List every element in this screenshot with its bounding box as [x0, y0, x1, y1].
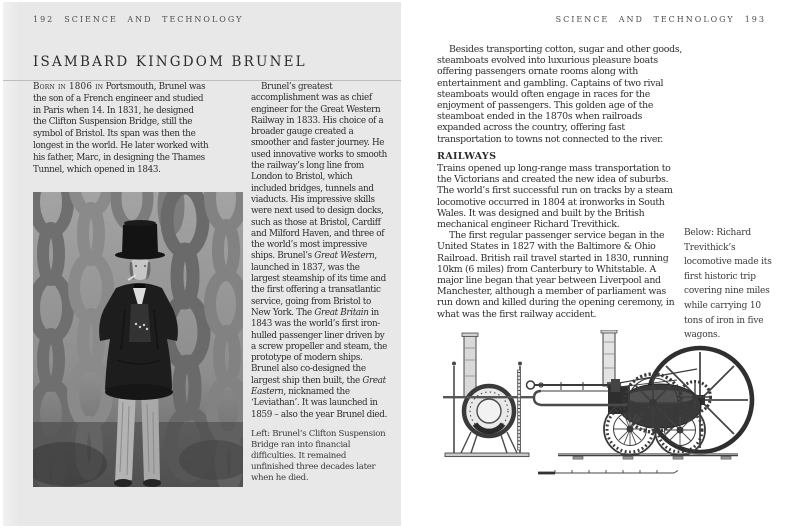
steamboats-paragraph: Besides transporting cotton, sugar and other goods, steamboats evolved into luxurious pleasure boats offering passengers ornate rooms along with entertainment and gambling. Captains of two rival steamboats would often engage in races for the enjoyment of passengers. This golden age of the steamboat ended in the 1870s when railroads expanded across the country, offering fast transportation to towns not connected to the river. [437, 44, 683, 145]
photo-wrap-spacer [203, 192, 251, 489]
left-page [3, 2, 401, 526]
main-paragraph: Brunel’s greatest accomplishment was as chief engineer for the Great Western Railway in 1833. His choice of a broader gauge created a smoother and faster journey. He used innovative works to smooth the railway’s long line from London to Bristol, which included bridges, tunnels and viaducts. His impressive skills were next used to design docks, such as those at Bristol, Cardiff and Milford Haven, and three of the world’s most impressive ships. Brunel’s Great Western, launched in 1837, was the largest steamship of its time and the first offering a transatlantic service, going from Bristol to New York. The Great Britain in 1843 was the world’s first iron-hulled passenger liner driven by a screw propeller and steam, the prototype of modern ships. Brunel also co-designed the largest ship then built, the Great Eastern, nicknamed the ‘Leviathan’. It was launched in 1859 – also the year Brunel died. [251, 82, 388, 420]
railways-paragraph-2: The first regular passenger service began in the United States in 1827 with the Baltimore & Ohio Railroad. British rail travel started in 1830, running 10km (6 miles) from Canterbury to Whitstable. A major line began that year between Liverpool and Manchester, although a member of parliament was run down and killed during the opening ceremony, in what was the first railway accident. [437, 230, 675, 320]
left-running-header [33, 15, 243, 24]
trevithick-locomotive-illustration [431, 330, 761, 482]
locomotive-caption: Below: Richard Trevithick’s locomotive made its first historic trip covering nine miles while carrying 10 tons of iron in five wagons. [684, 228, 772, 341]
right-page [401, 0, 800, 528]
locomotive-front-view [443, 333, 535, 457]
locomotive-engraving-art [431, 330, 761, 482]
article-title: ISAMBARD KINGDOM BRUNEL [33, 54, 307, 70]
left-page-number: 192 [33, 15, 55, 24]
scale-bar [538, 470, 678, 474]
left-section-title: SCIENCE AND TECHNOLOGY [64, 15, 244, 24]
main-text-column [203, 82, 387, 489]
intro-paragraph: Born in 1806 in Portsmouth, Brunel was the son of a French engineer and studied in Paris when 14. In 1831, he designed the Clifton Suspension Bridge, still the symbol of Bristol. Its span was then the longest in the world. He later worked with his father, Marc, in designing the Thames Tunnel, which opened in 1843. [33, 82, 209, 175]
railways-heading: RAILWAYS [437, 150, 497, 162]
railways-paragraph-1: Trains opened up long-range mass transportation to the Victorians and created the new idea of suburbs. The world’s first successful run on tracks by a steam locomotive occurred in 1804 at ironworks in South Wales. It was designed and built by the British mechanical engineer Richard Trevithick. [437, 163, 673, 231]
right-section-title: SCIENCE AND TECHNOLOGY [555, 15, 735, 24]
locomotive-side-view [527, 330, 753, 459]
right-page-number: 193 [744, 15, 766, 24]
right-running-header [556, 15, 766, 24]
title-rule [3, 80, 401, 81]
photo-caption: Left: Brunel’s Clifton Suspension Bridge ran into financial difficulties. It remained unfinished three decades later when he died. [251, 428, 386, 483]
right-page-text [437, 44, 683, 320]
